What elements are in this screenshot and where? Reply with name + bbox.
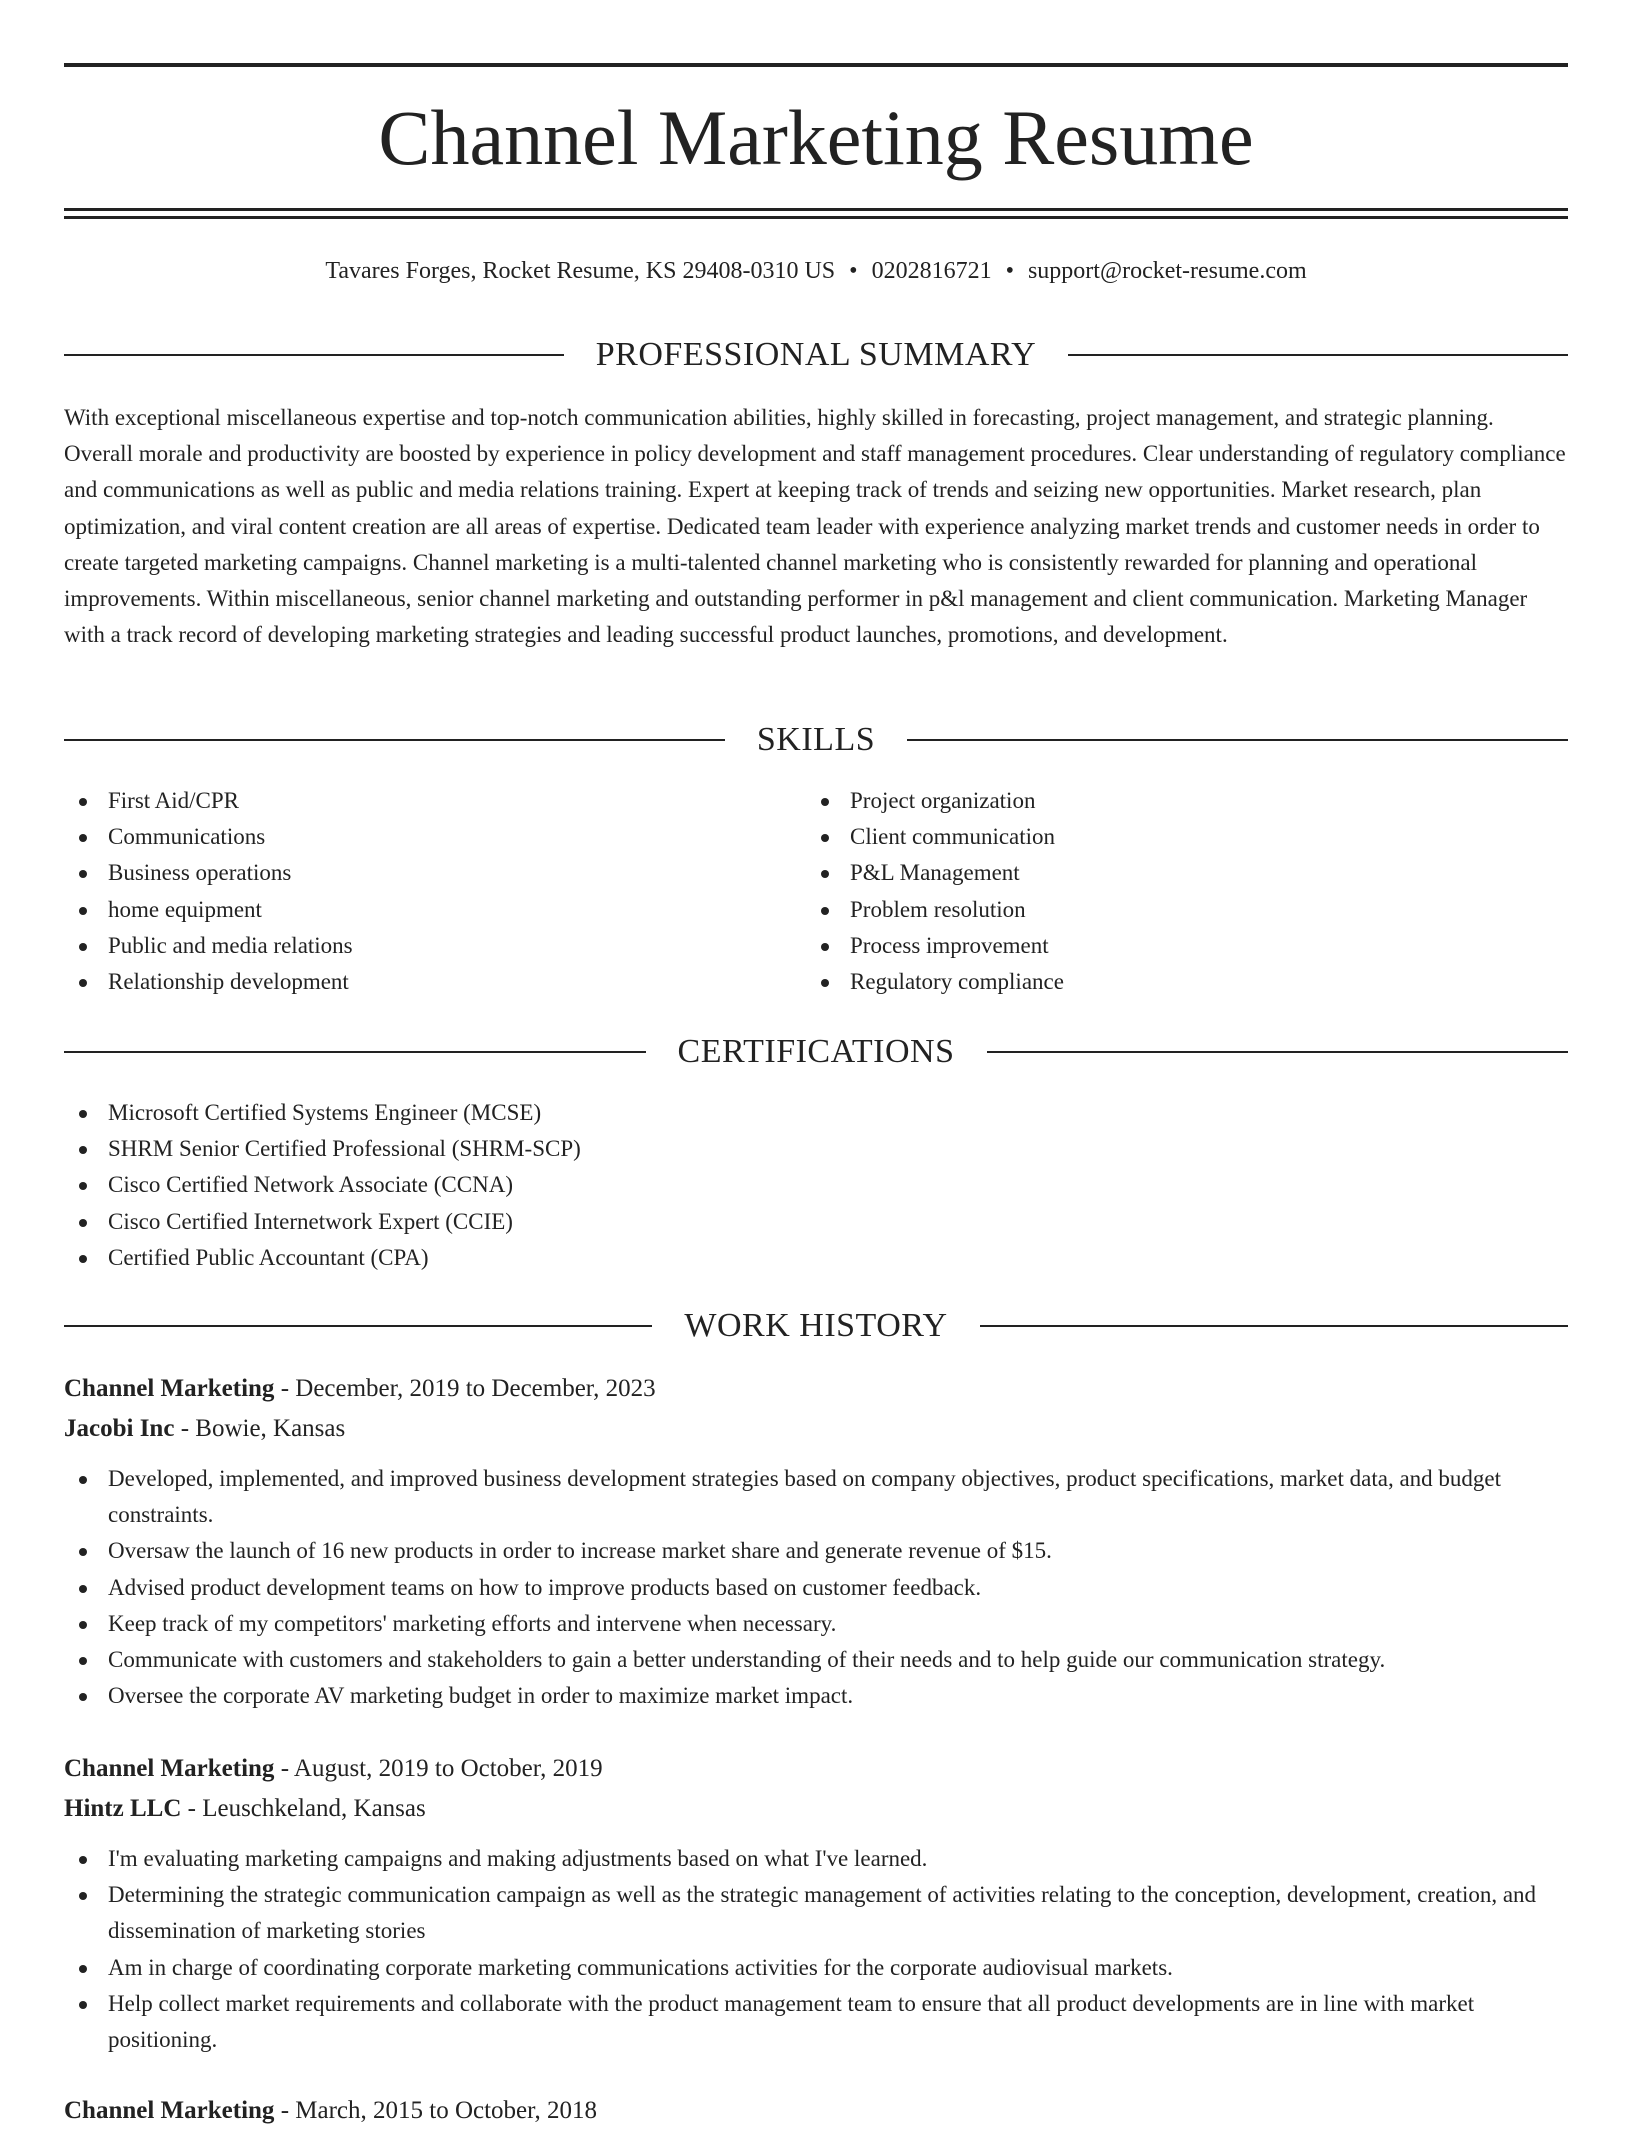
divider-line bbox=[987, 1051, 1569, 1053]
section-title: WORK HISTORY bbox=[684, 1307, 948, 1344]
job-bullet: Am in charge of coordinating corporate marketing communications activities for the corporate audiovisual markets. bbox=[64, 1950, 1568, 1986]
certification-item: Cisco Certified Internetwork Expert (CCIE) bbox=[64, 1204, 1568, 1240]
skill-item: Relationship development bbox=[64, 964, 804, 1000]
skill-item: Public and media relations bbox=[64, 928, 804, 964]
skill-item: P&L Management bbox=[806, 855, 1546, 891]
job-bullet: Communicate with customers and stakeholders to gain a better understanding of their needs and to help guide our communication strategy. bbox=[64, 1642, 1568, 1678]
contact-phone: 0202816721 bbox=[871, 258, 992, 284]
contact-address: Tavares Forges, Rocket Resume, KS 29408-0310 US bbox=[325, 258, 836, 284]
job-bullet: Advised product development teams on how to improve products based on customer feedback. bbox=[64, 1570, 1568, 1606]
skill-item: Project organization bbox=[806, 783, 1546, 819]
work-history-heading bbox=[64, 1304, 1568, 1348]
certifications-heading bbox=[64, 1030, 1568, 1074]
contact-separator: • bbox=[849, 258, 858, 284]
skill-item: Problem resolution bbox=[806, 892, 1546, 928]
skill-item: home equipment bbox=[64, 892, 804, 928]
skills-heading bbox=[64, 718, 1568, 762]
certification-item: SHRM Senior Certified Professional (SHRM-SCP) bbox=[64, 1131, 1568, 1167]
skills-list-left bbox=[64, 783, 804, 1000]
job-dates: March, 2015 to October, 2018 bbox=[295, 2097, 597, 2124]
job-bullet: Oversaw the launch of 16 new products in order to increase market share and generate revenue of $15. bbox=[64, 1533, 1568, 1569]
skill-item: Regulatory compliance bbox=[806, 964, 1546, 1000]
skill-item: Business operations bbox=[64, 855, 804, 891]
job-title: Channel Marketing bbox=[64, 2097, 275, 2124]
job-bullet: Determining the strategic communication campaign as well as the strategic management of activities relating to the conception, development, creation, and dissemination of marketing stories bbox=[64, 1877, 1568, 1949]
divider-line bbox=[64, 739, 725, 741]
divider-line bbox=[907, 739, 1568, 741]
section-title: CERTIFICATIONS bbox=[677, 1033, 955, 1070]
contact-line bbox=[64, 255, 1568, 287]
divider-line bbox=[64, 1325, 652, 1327]
certification-item: Microsoft Certified Systems Engineer (MCSE) bbox=[64, 1095, 1568, 1131]
section-title: SKILLS bbox=[756, 721, 876, 758]
title-rule-upper bbox=[64, 208, 1568, 211]
job-bullets bbox=[64, 1841, 1568, 2058]
job-location: Bowie, Kansas bbox=[195, 1415, 346, 1442]
job-role-line: Channel Marketing - March, 2015 to October, 2018 bbox=[64, 2097, 597, 2124]
job-bullet: Oversee the corporate AV marketing budget in order to maximize market impact. bbox=[64, 1678, 1568, 1714]
job-role-line: Channel Marketing - August, 2019 to October, 2019 bbox=[64, 1755, 603, 1782]
divider-line bbox=[64, 1051, 646, 1053]
job-entry bbox=[64, 1369, 1568, 1714]
job-company: Jacobi Inc bbox=[64, 1415, 175, 1442]
job-location: Leuschkeland, Kansas bbox=[202, 1795, 426, 1822]
certifications-list bbox=[64, 1095, 1568, 1276]
skill-item: First Aid/CPR bbox=[64, 783, 804, 819]
page-title: Channel Marketing Resume bbox=[378, 94, 1254, 181]
job-dates: December, 2019 to December, 2023 bbox=[295, 1375, 656, 1402]
contact-separator: • bbox=[1005, 258, 1014, 284]
section-title: PROFESSIONAL SUMMARY bbox=[595, 336, 1037, 373]
job-entry bbox=[64, 1749, 1568, 2058]
summary-text: With exceptional miscellaneous expertise and top-notch communication abilities, highly skilled in forecasting, project management, and strategic planning. Overall morale and productivity are boosted by experience in policy development and staff management procedures. Clear understanding of regulatory compliance and communications as well as public and media relations training. Expert at keeping track of trends and seizing new opportunities. Market research, plan optimization, and viral content creation are all areas of expertise. Dedicated team leader with experience analyzing market trends and customer needs in order to create targeted marketing campaigns. Channel marketing is a multi-talented channel marketing who is consistently rewarded for planning and operational improvements. Within miscellaneous, senior channel marketing and outstanding performer in p&l management and client communication. Marketing Manager with a track record of developing marketing strategies and leading successful product launches, promotions, and development. bbox=[64, 405, 1566, 648]
title-rule-lower bbox=[64, 216, 1568, 219]
job-role-line: Channel Marketing - December, 2019 to December, 2023 bbox=[64, 1375, 656, 1402]
divider-line bbox=[64, 354, 564, 356]
divider-line bbox=[1068, 354, 1568, 356]
job-company: Hintz LLC bbox=[64, 1795, 182, 1822]
top-rule bbox=[64, 63, 1568, 67]
certification-item: Certified Public Accountant (CPA) bbox=[64, 1240, 1568, 1276]
job-entry bbox=[64, 2091, 1568, 2131]
job-company-line: Hintz LLC - Leuschkeland, Kansas bbox=[64, 1795, 426, 1822]
job-company-line: Jacobi Inc - Bowie, Kansas bbox=[64, 1415, 346, 1442]
skills-list-right bbox=[806, 783, 1546, 1000]
divider-line bbox=[980, 1325, 1568, 1327]
job-dates: August, 2019 to October, 2019 bbox=[293, 1755, 603, 1782]
job-bullet: Keep track of my competitors' marketing efforts and intervene when necessary. bbox=[64, 1606, 1568, 1642]
summary-heading bbox=[64, 333, 1568, 377]
job-bullet: I'm evaluating marketing campaigns and making adjustments based on what I've learned. bbox=[64, 1841, 1568, 1877]
job-bullets bbox=[64, 1461, 1568, 1714]
job-title: Channel Marketing bbox=[64, 1375, 275, 1402]
job-title: Channel Marketing bbox=[64, 1755, 275, 1782]
skill-item: Process improvement bbox=[806, 928, 1546, 964]
job-bullet: Developed, implemented, and improved business development strategies based on company objectives, product specifications, market data, and budget constraints. bbox=[64, 1461, 1568, 1533]
skill-item: Client communication bbox=[806, 819, 1546, 855]
skill-item: Communications bbox=[64, 819, 804, 855]
job-bullet: Help collect market requirements and collaborate with the product management team to ensure that all product developments are in line with market positioning. bbox=[64, 1986, 1568, 2058]
certification-item: Cisco Certified Network Associate (CCNA) bbox=[64, 1167, 1568, 1203]
contact-email: support@rocket-resume.com bbox=[1027, 258, 1307, 284]
